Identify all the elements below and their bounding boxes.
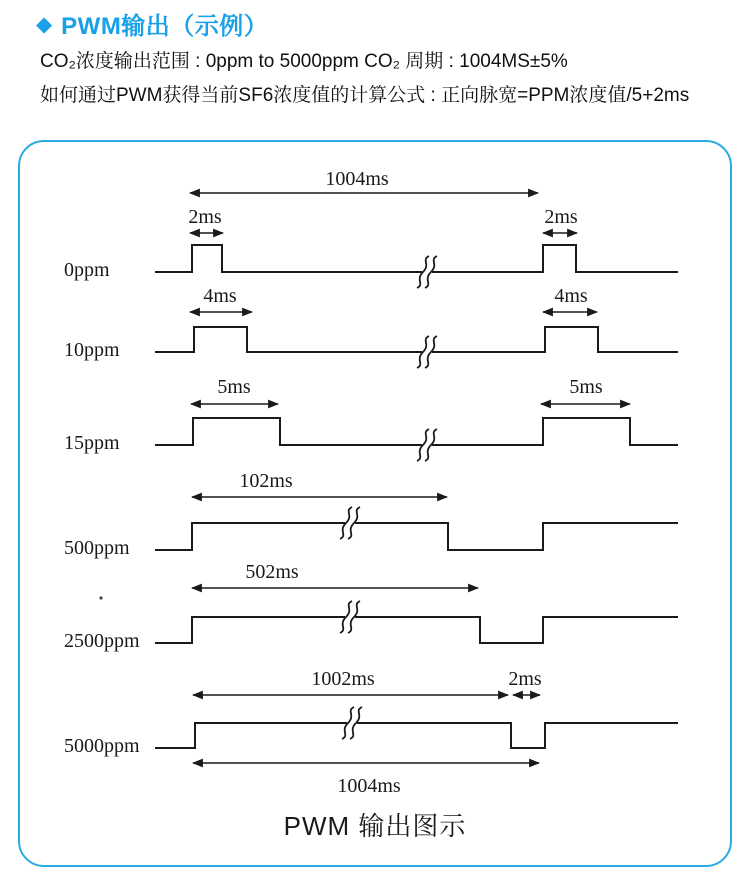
duration-label: 5ms [217,376,251,398]
duration-label: 5ms [569,376,603,398]
ppm-label: 10ppm [64,339,120,361]
diamond-icon: ◆ [36,13,53,36]
section-header [36,6,268,41]
duration-label: 2ms [188,206,222,228]
duration-label: 1004ms [325,168,389,190]
duration-label: 102ms [239,470,293,492]
ppm-label: 2500ppm [64,630,140,652]
duration-label: 2ms [508,668,542,690]
duration-label: 2ms [544,206,578,228]
duration-label: 1002ms [311,668,375,690]
ppm-label: 5000ppm [64,735,140,757]
intro-text [40,48,740,116]
ppm-label: 15ppm [64,432,120,454]
diagram-box [18,140,732,867]
ppm-label: 0ppm [64,259,110,281]
duration-label: 4ms [203,285,237,307]
intro-line-formula: 如何通过PWM获得当前SF6浓度值的计算公式 : 正向脉宽=PPM浓度值/5+2ms [40,85,690,106]
duration-label: 1004ms [337,775,401,797]
ppm-label: 500ppm [64,537,130,559]
section-title: PWM输出（示例） [61,13,269,40]
duration-label: 502ms [245,561,299,583]
duration-label: 4ms [554,285,588,307]
diagram-caption: PWM 输出图示 [283,811,467,841]
intro-line-range: CO₂浓度输出范围 : 0ppm to 5000ppm CO₂ 周期 : 1004MS±5% [40,51,568,72]
